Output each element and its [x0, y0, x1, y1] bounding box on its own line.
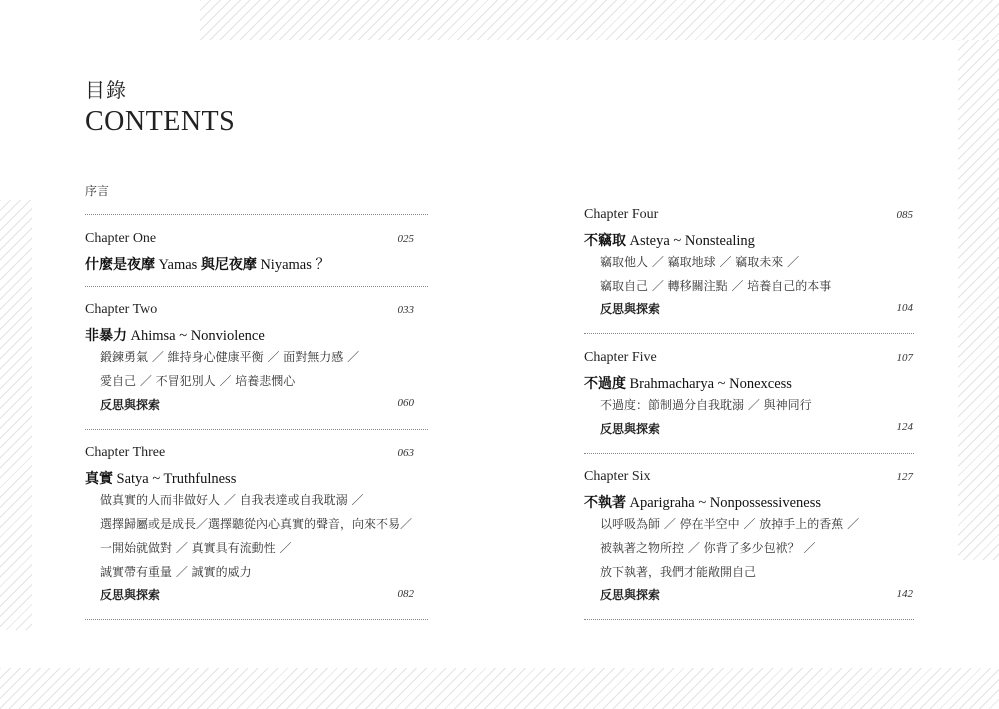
- title-zh: 非暴力: [85, 328, 127, 344]
- chapter-title: [85, 468, 236, 488]
- title-zh: 什麼是夜摩: [85, 257, 155, 273]
- subtopic-line: 不過度：節制過分自我耽溺 ／ 與神同行: [600, 398, 812, 412]
- page-number: 085: [896, 209, 913, 221]
- chapter-title: [85, 325, 265, 345]
- subtopic-line: 鍛鍊勇氣 ／ 維持身心健康平衡 ／ 面對無力感 ／: [100, 350, 360, 364]
- title-en: Satya ~ Truthfulness: [116, 471, 237, 487]
- chapter-label: Chapter Five: [584, 350, 657, 365]
- chapter-label: Chapter One: [85, 231, 157, 246]
- title-zh: 不執著: [584, 495, 626, 511]
- page-number: 104: [896, 302, 913, 314]
- title-en: Yamas: [158, 257, 198, 273]
- decorative-stripes-right: [958, 40, 999, 560]
- reflection-section: 反思與探索: [100, 588, 161, 602]
- title-zh: 真實: [85, 471, 113, 487]
- subtopic-line: 被執著之物所控 ／ 你背了多少包袱？ ／: [600, 541, 816, 555]
- divider: [584, 453, 914, 454]
- chapter-title: [584, 230, 755, 250]
- subtopic-line: 放下執著，我們才能敞開自己: [600, 565, 757, 579]
- subtopic-line: 誠實帶有重量 ／ 誠實的威力: [100, 565, 252, 579]
- decorative-stripes-left: [0, 200, 32, 630]
- divider: [85, 214, 428, 215]
- subtopic-line: 做真實的人而非做好人 ／ 自我表達或自我耽溺 ／: [100, 493, 364, 507]
- page-number: 063: [397, 447, 414, 459]
- subtopic-line: 一開始就做對 ／ 真實具有流動性 ／: [100, 541, 292, 555]
- chapter-title: [584, 373, 792, 393]
- reflection-section: 反思與探索: [600, 302, 661, 316]
- page-number: 124: [896, 421, 913, 433]
- subtopic-line: 選擇歸屬或是成長／選擇聽從內心真實的聲音，向來不易／: [100, 517, 413, 531]
- page-number: 033: [397, 304, 414, 316]
- reflection-section: 反思與探索: [100, 398, 161, 412]
- divider: [85, 619, 428, 620]
- divider: [584, 619, 914, 620]
- reflection-section: 反思與探索: [600, 422, 661, 436]
- title-en: Asteya ~ Nonstealing: [629, 233, 755, 249]
- chapter-label: Chapter Six: [584, 469, 651, 484]
- chapter-title: [85, 253, 330, 274]
- chapter-label: Chapter Four: [584, 207, 659, 222]
- toc-title-english: CONTENTS: [85, 106, 236, 137]
- title-zh-2: 與尼夜摩: [200, 257, 257, 273]
- page-number: 060: [397, 397, 414, 409]
- decorative-stripes-top: [200, 0, 999, 40]
- title-en: Ahimsa ~ Nonviolence: [130, 328, 265, 344]
- page-number: 082: [397, 588, 414, 600]
- decorative-stripes-bottom: [0, 668, 999, 709]
- subtopic-line: 竊取自己 ／ 轉移關注點 ／ 培養自己的本事: [600, 279, 832, 293]
- divider: [85, 286, 428, 287]
- page-number: 107: [896, 352, 913, 364]
- title-en-2: Niyamas: [260, 257, 312, 273]
- title-zh: 不竊取: [584, 233, 626, 249]
- chapter-label: Chapter Three: [85, 445, 166, 460]
- reflection-section: 反思與探索: [600, 588, 661, 602]
- toc-title-chinese: 目錄: [85, 78, 127, 102]
- page-number: 127: [896, 471, 913, 483]
- title-zh: 不過度: [584, 376, 626, 392]
- chapter-title: [584, 492, 821, 512]
- preface-entry[interactable]: 序言: [85, 184, 110, 198]
- page-number: 142: [896, 588, 913, 600]
- subtopic-line: 愛自己 ／ 不冒犯別人 ／ 培養悲憫心: [100, 374, 296, 388]
- title-end: ？: [315, 257, 330, 273]
- subtopic-line: 以呼吸為師 ／ 停在半空中 ／ 放掉手上的香蕉 ／: [600, 517, 860, 531]
- title-en: Aparigraha ~ Nonpossessiveness: [629, 495, 821, 511]
- subtopic-line: 竊取他人 ／ 竊取地球 ／ 竊取未來 ／: [600, 255, 800, 269]
- divider: [584, 333, 914, 334]
- page-number: 025: [397, 233, 414, 245]
- chapter-label: Chapter Two: [85, 302, 158, 317]
- title-en: Brahmacharya ~ Nonexcess: [629, 376, 792, 392]
- divider: [85, 429, 428, 430]
